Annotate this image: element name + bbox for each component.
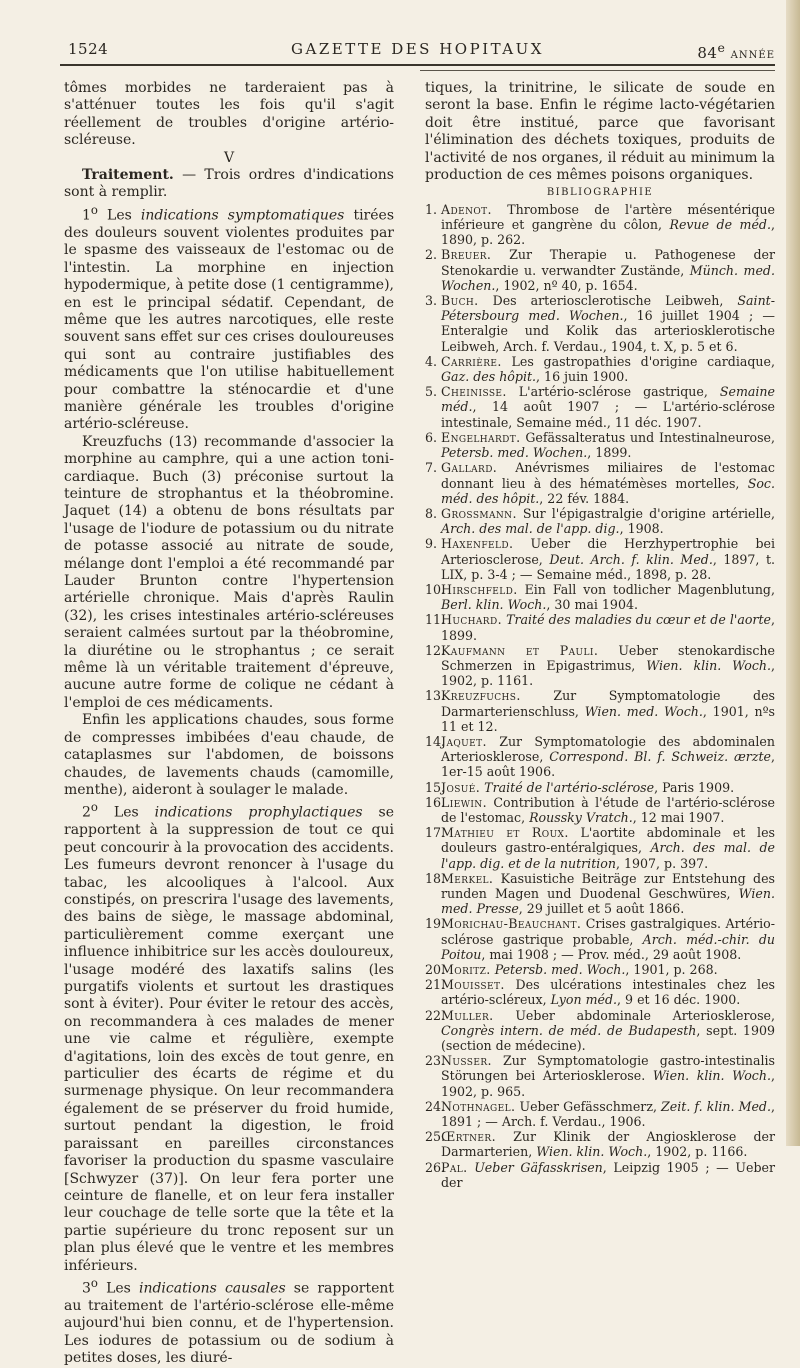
ref-author: Moritz. <box>441 962 491 977</box>
ref-source: Correspond. Bl. f. Schweiz. ærzte <box>549 749 771 765</box>
ref-details: , 1902, p. 1166. <box>647 1144 748 1160</box>
bibliography-entry <box>425 734 775 780</box>
ref-title: Contribution à l'étude de l'artério-sclérose de l'estomac, <box>441 794 775 825</box>
ref-number: 18. <box>425 870 446 886</box>
ref-number: 24. <box>425 1098 446 1114</box>
ref-title: L'aortite abdominale et les douleurs gastro-entéralgiques, <box>441 825 775 856</box>
bibliography-title: BIBLIOGRAPHIE <box>546 187 654 199</box>
ref-details: , 1890, p. 262. <box>441 217 775 248</box>
bibliography-entry <box>425 430 775 460</box>
ref-title: Crises gastralgiques. Artério-sclérose gastrique probable, <box>441 916 775 947</box>
volume-year <box>697 40 775 62</box>
section-numeral: V <box>223 149 235 166</box>
ref-details: , 1891 ; — Arch. f. Verdau., 1906. <box>441 1098 775 1130</box>
ref-source: Congrès intern. de méd. de Budapesth <box>441 1022 697 1038</box>
column-rule <box>420 70 775 71</box>
ref-author: Carrière. <box>441 353 502 369</box>
ref-author: Œrtner. <box>441 1129 496 1145</box>
ref-number: 19. <box>425 916 446 932</box>
ref-number: 21. <box>425 977 446 993</box>
ref-author: Breuer. <box>441 247 492 263</box>
paragraph-text: se rapportent au traitement de l'artério-sclérose elle-même aujourd'hui bien connu, et de l'hypertension. Les iodures de potassium ou de sodium à petites doses, les diuré- <box>64 1280 394 1367</box>
ref-number: 16. <box>425 794 446 810</box>
bibliography-entry <box>425 916 775 962</box>
ref-author: Josué. <box>441 779 481 795</box>
ref-title: Ueber die Herzhypertrophie bei Arteriosclerose, <box>441 536 775 567</box>
lead-text: Les <box>97 1280 139 1297</box>
year-sup: e <box>717 40 726 55</box>
ref-source: Soc. méd. des hôpit. <box>441 475 775 506</box>
ref-source: Traité des maladies du cœur et de l'aorte <box>506 612 771 628</box>
ref-author: Mouisset. <box>441 977 505 993</box>
causal-paragraph <box>64 1275 394 1368</box>
year-label: ANNÉE <box>730 50 775 61</box>
ref-number: 20. <box>425 962 446 977</box>
bibliography-entry <box>425 582 775 612</box>
ref-author: Nusser. <box>441 1053 492 1069</box>
ref-source: Wien. klin. Woch. <box>646 657 771 673</box>
ref-title: Les gastropathies d'origine cardiaque, <box>501 353 775 369</box>
ref-source: Petersb. med. Wochen. <box>441 445 588 461</box>
ref-title: Ueber Gefässchmerz, <box>515 1098 662 1114</box>
continuation-paragraph: tiques, la trinitrine, le silicate de soude en seront la base. Enfin le régime lacto-végétarien doit être institué, parce que favorisant l'élimination des déchets toxiques, produits de l'activité de nos organes, il réduit au minimum la production de ces mêmes poisons organiques. <box>425 80 775 184</box>
ref-author: Haxenfeld. <box>441 536 514 552</box>
ref-author: Grossmann. <box>441 505 517 521</box>
ref-author: Engelhardt. <box>441 429 521 445</box>
ref-details: , 1907, p. 397. <box>615 855 709 871</box>
right-column <box>425 80 775 1190</box>
ref-title: Zur Symptomatologie des abdominalen Arteriosklerose, <box>441 733 775 765</box>
ref-details: , 12 mai 1907. <box>632 809 725 825</box>
ref-author: Nothnagel. <box>441 1098 516 1114</box>
bibliography-entry <box>425 384 775 430</box>
ref-details: , 16 juin 1900. <box>536 369 629 385</box>
treatment-paragraph <box>64 167 394 202</box>
ref-source: Traité de l'artério-sclérose <box>484 779 655 795</box>
ref-source: Wien. klin. Woch. <box>536 1144 648 1160</box>
ref-source: Wien. med. Presse <box>441 885 775 917</box>
ref-source: Roussky Vratch. <box>529 809 633 825</box>
ref-author: Cheinisse. <box>441 384 507 400</box>
ref-title: L'artério-sclérose gastrique, <box>506 384 720 400</box>
bibliography-entry <box>425 643 775 689</box>
ref-number: 8. <box>425 505 438 521</box>
ref-details: , 14 août 1907 ; — L'artério-sclérose intestinale, Semaine méd., 11 déc. 1907. <box>441 399 775 430</box>
lead-text: Les <box>97 207 141 224</box>
ref-details: , 1899. <box>441 612 775 643</box>
ref-author: Hirschfeld. <box>441 581 518 597</box>
item-number: 2 <box>82 804 91 821</box>
ref-author: Morichau-Beauchant. <box>441 916 582 932</box>
ref-author: Huchard. <box>441 612 502 628</box>
bibliography-entry <box>425 977 775 1007</box>
warm-applications-paragraph: Enfin les applications chaudes, sous forme de compresses imbibées d'eau chaude, de cataplasmes sur l'abdomen, de boissons chaudes, de lavements chauds (camomille, menthe), aideront à soulager le malade. <box>64 712 394 798</box>
ref-source: Arch. des mal. de l'app. dig. et de la nutrition <box>441 840 775 871</box>
ref-author: Adenot. <box>441 201 492 217</box>
ref-title: Gefässalteratus und Intestinalneurose, <box>520 429 775 445</box>
ref-source: Saint-Pétersbourg med. Wochen. <box>441 293 775 324</box>
bibliography-entry <box>425 1053 775 1099</box>
ref-title: Zur Therapie u. Pathogenese der Stenokardie u. verwandter Zustände, <box>441 247 775 278</box>
ref-number: 3. <box>425 293 438 309</box>
ref-details: , Leipzig 1905 ; — Ueber der <box>441 1159 775 1190</box>
ref-title: Des ulcérations intestinales chez les artério-scléreux, <box>441 977 775 1008</box>
ref-details: , 1902, p. 1161. <box>441 657 776 689</box>
ref-number: 7. <box>425 460 438 476</box>
bibliography-entry <box>425 460 775 506</box>
ref-number: 12. <box>425 642 446 658</box>
bibliography-entry <box>425 780 775 795</box>
ref-author: Kreuzfuchs. <box>441 688 521 704</box>
symptomatic-paragraph <box>64 202 394 434</box>
bibliography-entry <box>425 247 775 293</box>
ref-author: Mathieu et Roux. <box>441 825 569 841</box>
ref-number: 2. <box>425 247 438 263</box>
ref-number: 26. <box>425 1159 446 1175</box>
ref-number: 15. <box>425 779 446 795</box>
ref-details: , 30 mai 1904. <box>546 597 638 613</box>
ref-title: Ein Fall von todlicher Magenblutung, <box>517 581 775 597</box>
ref-author: Merkel. <box>441 870 494 886</box>
item-number-sup: o <box>90 800 98 815</box>
ref-number: 17. <box>425 825 446 841</box>
ref-title: Zur Symptomatologie gastro-intestinalis Störungen bei Arteriosklerose. <box>441 1053 775 1084</box>
ref-source: Lyon méd. <box>550 992 618 1008</box>
bibliography-entry <box>425 506 775 536</box>
bibliography-entry <box>425 1099 775 1129</box>
bibliography-list <box>425 202 775 1190</box>
ref-details: , 1er-15 août 1906. <box>441 749 775 780</box>
ref-source: Semaine méd. <box>441 384 775 415</box>
ref-details: , 29 juillet et 5 août 1866. <box>518 901 685 917</box>
ref-source: Deut. Arch. f. klin. Med. <box>549 551 713 567</box>
ref-title: Anévrismes miliaires de l'estomac donnant lieu à des hématémèses mortelles, <box>441 460 775 491</box>
ref-details: , 1899. <box>587 445 632 461</box>
ref-title: Zur Symptomatologie des Darmarterienschluss, <box>441 688 775 719</box>
ref-title: Thrombose de l'artère mésentérique inférieure et gangrène du côlon, <box>441 201 775 233</box>
ref-source: Arch. des mal. de l'app. dig. <box>441 521 620 537</box>
item-number-sup: o <box>90 202 98 217</box>
ref-title: Des arteriosclerotische Leibweh, <box>478 293 738 309</box>
bibliography-entry <box>425 293 775 354</box>
header-rule <box>60 64 775 66</box>
ref-number: 5. <box>425 384 438 400</box>
ref-author: Gallard. <box>441 460 498 476</box>
ref-title: Ueber stenokardische Schmerzen in Epigastrimus, <box>441 642 775 673</box>
ref-number: 23. <box>425 1053 446 1069</box>
bibliography-entry <box>425 202 775 248</box>
bibliography-entry <box>425 688 775 734</box>
ref-source: Ueber Gäfasskrisen <box>474 1159 603 1175</box>
item-number-sup: o <box>90 1275 98 1290</box>
ref-title: Ueber abdominale Arteriosklerose, <box>493 1007 775 1023</box>
ref-details: , 1901, nºs 11 et 12. <box>441 703 776 734</box>
ref-source: Münch. med. Wochen. <box>441 262 775 293</box>
ref-details: , Paris 1909. <box>654 779 735 795</box>
ref-author: Jaquet. <box>441 733 487 749</box>
italic-term: indications prophylactiques <box>154 804 363 821</box>
item-number: 3 <box>82 1280 91 1297</box>
ref-source: Wien. med. Woch. <box>584 703 703 719</box>
ref-number: 1. <box>425 201 438 217</box>
ref-details: , 22 fév. 1884. <box>539 490 630 506</box>
bibliography-entry <box>425 825 775 871</box>
ref-details: , 1902, nº 40, p. 1654. <box>495 277 638 293</box>
bibliography-entry <box>425 962 775 977</box>
treatment-text: — Trois ordres d'indications sont à remplir. <box>64 167 394 201</box>
ref-source: Petersb. med. Woch. <box>494 962 626 977</box>
ref-title: Sur l'épigastralgie d'origine artérielle, <box>516 505 775 521</box>
paragraph-text: se rapportent à la suppression de tout ce qui peut concourir à la provocation des accidents. Les fumeurs devront renoncer à l'usage du tabac, les alcooliques à l'alcool. Aux constipés, on prescrira l'usage des lavements, des bains de siège, le massage abdominal, particulièrement comme exerçant une influence inhibitrice sur les accès douloureux, l'usage modéré des laxatifs salins (les purgatifs violents et surtout les drastiques sont à éviter). Pour éviter le retour des accès, on recommandera à ces malades de mener une vie calme et régulière, exempte d'agitations, loin des excès de tout genre, en particulier des écarts de régime et du surmenage physique. On leur recommandera également de se préserver du froid humide, surtout pendant la digestion, le froid paraissant en pareilles circonstances favoriser la production du spasme vasculaire [Schwyzer (37)]. On leur fera porter une ceinture de flanelle, et on leur fera installer leur couchage de telle sorte que la tête et la partie supérieure du tronc reposent sur un plan plus élevé que le ventre et les membres inférieurs. <box>64 804 395 1274</box>
ref-source: Revue de méd. <box>669 217 771 233</box>
ref-details: , 1901, p. 268. <box>625 962 718 977</box>
prophylactic-paragraph <box>64 799 394 1275</box>
ref-author: Pal. <box>441 1159 468 1175</box>
ref-number: 25. <box>425 1129 446 1145</box>
left-column <box>64 80 394 1368</box>
ref-details: , mai 1908 ; — Prov. méd., 29 août 1908. <box>481 946 742 962</box>
ref-source: Zeit. f. klin. Med. <box>661 1098 771 1114</box>
bibliography-entry <box>425 1008 775 1054</box>
ref-source: Berl. klin. Woch. <box>441 597 547 613</box>
ref-title <box>468 1160 475 1175</box>
ref-number: 9. <box>425 536 438 552</box>
ref-details: , 1897, t. LIX, p. 3-4 ; — Semaine méd., 1898, p. 28. <box>441 551 776 582</box>
ref-title: Kasuistiche Beiträge zur Entstehung des runden Magen und Duodenal Geschwüres, <box>441 870 775 901</box>
ref-author: Liewin. <box>441 794 487 810</box>
ref-number: 4. <box>425 353 438 369</box>
running-header <box>60 38 775 60</box>
ref-title: Zur Klinik der Angiosklerose der Darmarterien, <box>441 1129 775 1160</box>
ref-details: , 9 et 16 déc. 1900. <box>617 992 741 1008</box>
ref-details: , 1902, p. 965. <box>441 1068 775 1099</box>
ref-source: Wien. klin. Woch. <box>652 1068 771 1084</box>
ref-author: Muller. <box>441 1007 494 1023</box>
item-number: 1 <box>82 207 91 224</box>
ref-number: 22. <box>425 1007 446 1023</box>
paragraph-text: tirées des douleurs souvent violentes produites par le spasme des vaisseaux de l'estomac ou de l'intestin. La morphine en injection hypodermique, à petite dose (1 centigramme), en est le principal sédatif. Cependant, de même que les autres narcotiques, elle reste souvent sans effet sur ces crises douloureuses qui sont au contraire justifiables des médicaments que l'on utilise habituellement pour combattre la sténocardie et d'une manière générale les troubles d'origine artério-scléreuse. <box>64 207 394 433</box>
ref-author: Buch. <box>441 293 479 309</box>
kreuzfuchs-paragraph: Kreuzfuchs (13) recommande d'associer la morphine au camphre, qui a une action toni-cardiaque. Buch (3) préconise surtout la teinture de strophantus et la théobromine. Jaquet (14) a obtenu de bons résultats par l'usage de l'iodure de potassium ou du nitrate de potasse associé au nitrate de soude, mélange dont l'emploi a été recommandé par Lauder Brunton contre l'hypertension artérielle chronique. Mais d'après Raulin (32), les crises intestinales artério-scléreuses seraient calmées surtout par la théobromine, la diurétine ou le strophantus ; ce serait même là un véritable traitement d'épreuve, aucune autre forme de colique ne cédant à l'emploi de ces médicaments. <box>64 433 394 711</box>
bibliography-entry <box>425 1129 775 1159</box>
year-number: 84 <box>697 44 718 62</box>
italic-term: indications symptomatiques <box>140 207 345 224</box>
bibliography-entry <box>425 612 775 642</box>
ref-number: 14. <box>425 733 446 749</box>
ref-number: 11. <box>425 612 446 628</box>
ref-details: , 16 juillet 1904 ; — Enteralgie und Kolik das arteriosklerotische Leibweh, Arch. f. Verdau., 1904, t. X, p. 5 et 6. <box>441 308 775 354</box>
page-edge <box>786 0 800 1146</box>
bibliography-entry <box>425 354 775 384</box>
ref-number: 13. <box>425 688 446 704</box>
journal-title: GAZETTE DES HOPITAUX <box>291 40 544 58</box>
ref-source: Arch. méd.-chir. du Poitou <box>441 931 775 962</box>
page-number: 1524 <box>68 40 109 58</box>
intro-paragraph: tômes morbides ne tarderaient pas à s'atténuer toutes les fois qu'il s'agit réellement de troubles d'origine artério-scléreuse. <box>64 80 394 149</box>
ref-details: , sept. 1909 (section de médecine). <box>441 1022 775 1054</box>
bibliography-entry <box>425 795 775 825</box>
bibliography-entry <box>425 1160 775 1190</box>
ref-source: Gaz. des hôpit. <box>441 369 537 385</box>
ref-author: Kaufmann et Pauli. <box>441 642 599 658</box>
lead-text: Les <box>97 804 155 821</box>
bibliography-entry <box>425 536 775 582</box>
ref-details: , 1908. <box>619 521 664 537</box>
ref-number: 10. <box>425 581 446 597</box>
bibliography-entry <box>425 871 775 917</box>
ref-number: 6. <box>425 429 438 445</box>
italic-term: indications causales <box>138 1280 286 1297</box>
treatment-heading: Traitement. <box>82 167 174 184</box>
